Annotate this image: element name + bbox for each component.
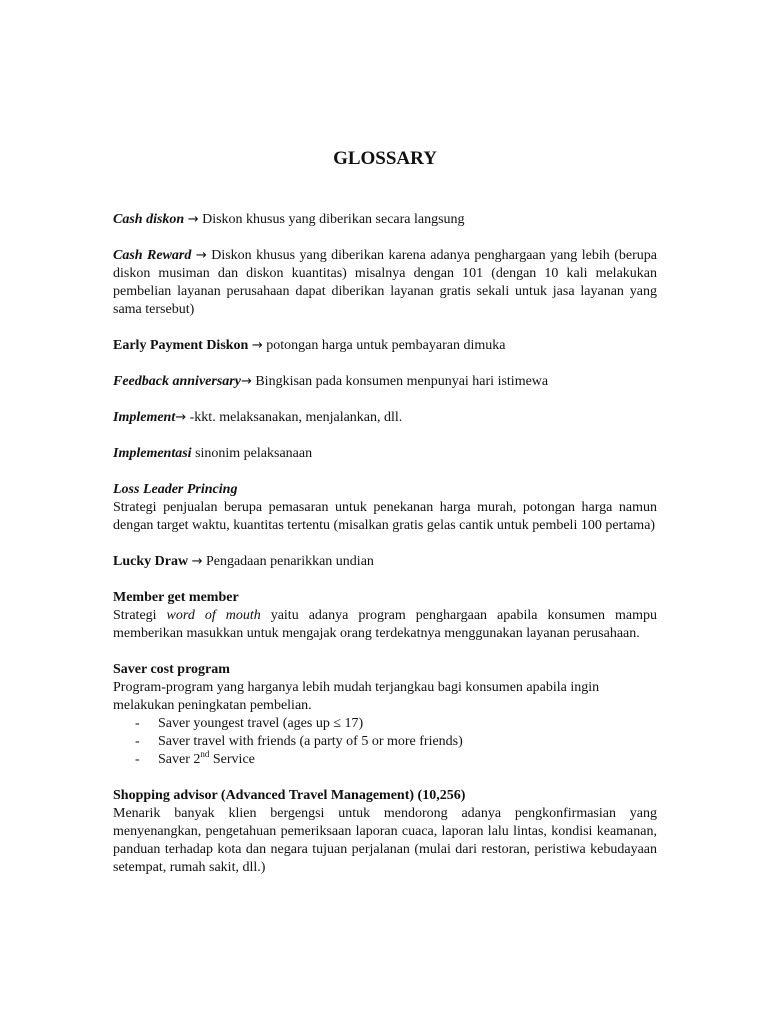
- term: Implement: [113, 410, 176, 425]
- entry-implementasi: [113, 445, 657, 463]
- arrow-icon: →: [187, 212, 199, 227]
- arrow-icon: →: [191, 554, 203, 569]
- term: Member get member: [113, 590, 239, 605]
- term: Saver cost program: [113, 662, 230, 677]
- term: Loss Leader Princing: [113, 482, 238, 497]
- superscript: nd: [200, 749, 210, 759]
- entry-saver-cost-program: [113, 661, 657, 769]
- definition: Menarik banyak klien bergengsi untuk mendorong adanya pengkonfirmasian yang menyenangkan, pengetahuan pemeriksaan laporan cuaca, laporan lalu lintas, kondisi keamanan, panduan terhadap kota dan negara tujuan perjalanan (mulai dari restoran, peristiwa kebudayaan setempat, rumah sakit, dll.): [113, 806, 657, 875]
- list-item-text: Service: [209, 752, 255, 767]
- definition-text: Strategi: [113, 608, 167, 623]
- arrow-icon: →: [175, 410, 187, 425]
- definition: Strategi penjualan berupa pemasaran untuk penekanan harga murah, potongan harga namun dengan target waktu, kuantitas tertentu (misalkan gratis gelas cantik untuk pembeli 100 pertama): [113, 500, 657, 533]
- definition: -kkt. melaksanakan, menjalankan, dll.: [186, 410, 403, 425]
- entry-loss-leader-princing: [113, 481, 657, 535]
- definition: [113, 607, 657, 643]
- arrow-icon: →: [195, 248, 207, 263]
- entry-cash-reward: [113, 247, 657, 319]
- definition: Bingkisan pada konsumen menpunyai hari istimewa: [251, 374, 549, 389]
- entry-lucky-draw: [113, 553, 657, 571]
- term: Early Payment Diskon: [113, 338, 249, 353]
- glossary-content: [113, 211, 657, 895]
- list-item: - Saver youngest travel (ages up ≤ 17): [135, 715, 657, 733]
- definition-emphasis: word of mouth: [166, 608, 261, 623]
- arrow-icon: →: [251, 338, 263, 353]
- entry-member-get-member: [113, 589, 657, 643]
- entry-cash-diskon: [113, 211, 657, 229]
- definition: Diskon khusus yang diberikan karena adanya penghargaan yang lebih (berupa diskon musiman dan diskon kuantitas) misalnya dengan 101 (dengan 10 kali melakukan pembelian layanan perusahaan dapat diberikan layanan gratis sekali untuk jasa layanan yang sama tersebut): [113, 248, 657, 317]
- definition: Diskon khusus yang diberikan secara langsung: [198, 212, 465, 227]
- term: Feedback anniversary: [113, 374, 241, 389]
- definition: Program-program yang harganya lebih mudah terjangkau bagi konsumen apabila ingin melakukan peningkatan pembelian.: [113, 680, 600, 713]
- definition: potongan harga untuk pembayaran dimuka: [262, 338, 506, 353]
- arrow-icon: →: [240, 374, 252, 389]
- definition: sinonim pelaksanaan: [191, 446, 313, 461]
- page-title: GLOSSARY: [333, 148, 437, 169]
- term: Lucky Draw: [113, 554, 189, 569]
- saver-list: [113, 715, 657, 769]
- list-item: - Saver travel with friends (a party of 5 or more friends): [135, 733, 657, 751]
- entry-implement: [113, 409, 657, 427]
- term: Cash Reward: [113, 248, 192, 263]
- term: Implementasi: [113, 446, 192, 461]
- entry-shopping-advisor: [113, 787, 657, 877]
- entry-feedback-anniversary: [113, 373, 657, 391]
- term: Shopping advisor (Advanced Travel Management) (10,256): [113, 788, 466, 803]
- definition: Pengadaan penarikkan undian: [202, 554, 374, 569]
- list-item: [135, 751, 657, 769]
- definition-text: yaitu adanya program penghargaan apabila konsumen mampu memberikan masukkan untuk mengajak orang terdekatnya menggunakan layanan perusahaan.: [113, 608, 657, 641]
- list-item-text: Saver 2: [158, 752, 201, 767]
- term: Cash diskon: [113, 212, 185, 227]
- entry-early-payment-diskon: [113, 337, 657, 355]
